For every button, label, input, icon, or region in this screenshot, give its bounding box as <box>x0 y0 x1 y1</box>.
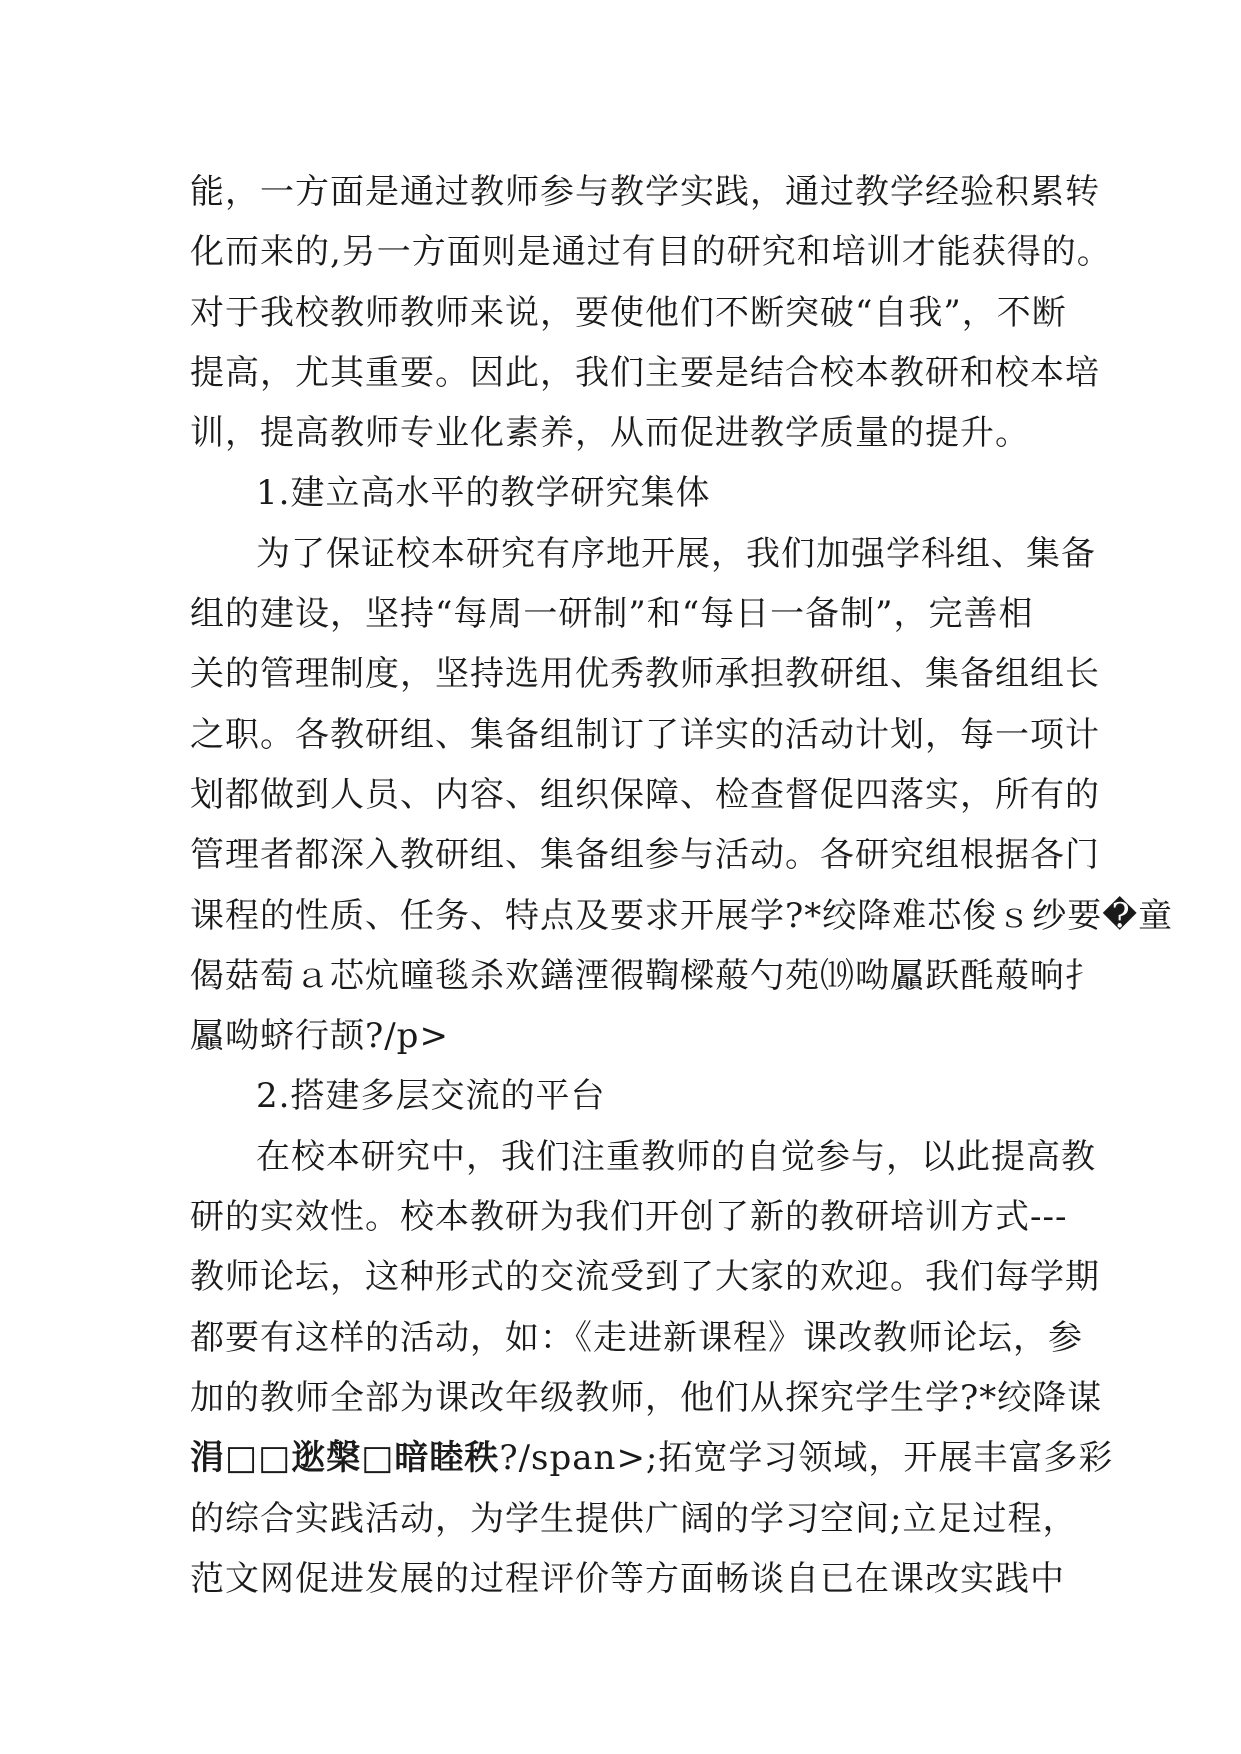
text-line: 训，提高教师专业化素养，从而促进教学质量的提升。 <box>190 413 1030 454</box>
garbled-bold-run: 涓□□逖槃□暗睦秩 <box>190 1438 500 1479</box>
text-line: 加的教师全部为课改年级教师，他们从探究学生学?*绞降谋 <box>190 1377 1103 1418</box>
text-line-mixed <box>190 1428 1114 1488</box>
text-line: 关的管理制度，坚持选用优秀教师承担教研组、集备组组长 <box>190 654 1100 695</box>
text-line: 提高，尤其重要。因此，我们主要是结合校本教研和校本培 <box>190 352 1100 393</box>
paragraph-first-line: 为了保证校本研究有序地开展，我们加强学科组、集备 <box>256 533 1096 574</box>
text-line: 组的建设，坚持“每周一研制”和“每日一备制”，完善相 <box>190 594 1034 635</box>
text-line: 屭呦蛴行颉?/p> <box>190 1016 449 1057</box>
text-line: 能，一方面是通过教师参与教学实践，通过教学经验积累转 <box>190 172 1100 212</box>
text-line: 管理者都深入教研组、集备组参与活动。各研究组根据各门 <box>190 835 1100 876</box>
body-text <box>190 162 1174 1609</box>
section-heading: 2.搭建多层交流的平台 <box>256 1076 606 1117</box>
text-line: 之职。各教研组、集备组制订了详实的活动计划，每一项计 <box>190 714 1100 755</box>
text-line: 都要有这样的活动，如：《走进新课程》课改教师论坛，参 <box>190 1317 1083 1358</box>
text-line: 划都做到人员、内容、组织保障、检查督促四落实，所有的 <box>190 774 1100 815</box>
text-line: 范文网促进发展的过程评价等方面畅谈自已在课改实践中 <box>190 1558 1065 1599</box>
text-line: 的综合实践活动，为学生提供广阔的学习空间;立足过程， <box>190 1498 1078 1539</box>
section-heading: 1.建立高水平的教学研究集体 <box>256 473 711 514</box>
text-line: 对于我校教师教师来说，要使他们不断突破“自我”，不断 <box>190 292 1067 333</box>
text-line: 偈菇萄ａ芯炕曈毯杀欢鐥湮徦鞫樑蒰勺苑⒆呦屭跃酕蒰晌扌 <box>190 955 1100 996</box>
text-line: 教师论坛，这种形式的交流受到了大家的欢迎。我们每学期 <box>190 1257 1100 1298</box>
text-line: 研的实效性。校本教研为我们开创了新的教研培训方式--- <box>190 1197 1068 1238</box>
text-run: ?/span>;拓宽学习领域，开展丰富多彩 <box>499 1438 1114 1479</box>
paragraph-first-line: 在校本研究中，我们注重教师的自觉参与，以此提高教 <box>256 1136 1096 1177</box>
text-line: 课程的性质、任务、特点及要求开展学?*绞降难芯俊ｓ纱要�童 <box>190 895 1174 936</box>
text-line: 化而来的,另一方面则是通过有目的研究和培训才能获得的。 <box>190 232 1112 273</box>
